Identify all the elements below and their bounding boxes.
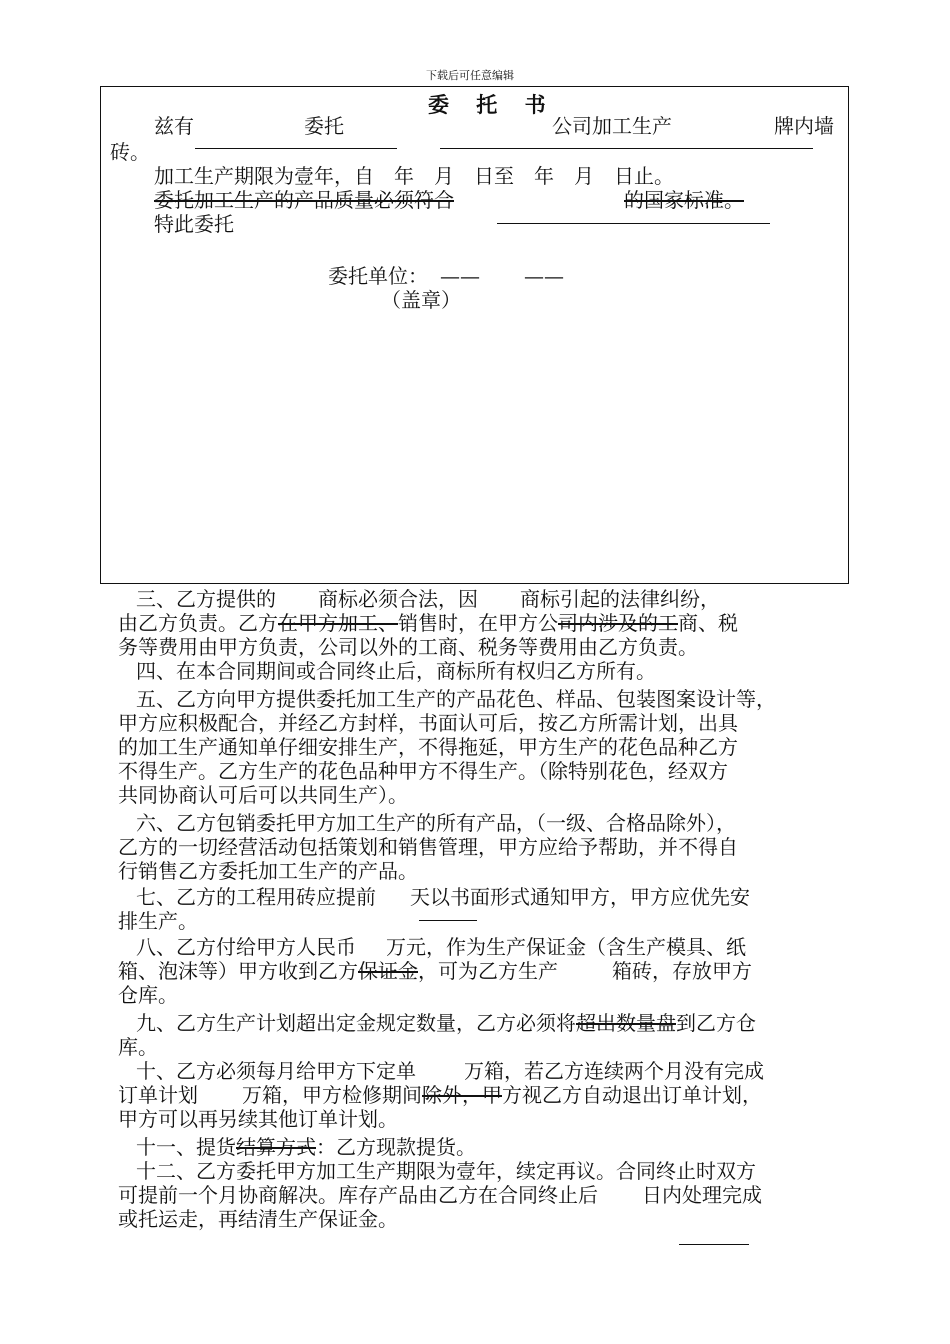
- clause-12-line-3: 或托运走，再结清生产保证金。: [118, 1207, 398, 1231]
- letter-line3: 加工生产期限为壹年，自 年 月 日至 年 月 日止。: [154, 164, 674, 188]
- letter-line1-d: 牌内墙: [774, 114, 834, 138]
- clause-5-line-1: 五、乙方向甲方提供委托加工生产的产品花色、样品、包装图案设计等，: [136, 687, 776, 711]
- clause-8-line-2: 箱、泡沫等）甲方收到乙方保证金，可为乙方生产 箱砖，存放甲方: [118, 959, 752, 983]
- clause-4: 四、在本合同期间或合同终止后，商标所有权归乙方所有。: [136, 659, 656, 683]
- header-note: 下载后可任意编辑: [426, 69, 514, 82]
- letter-line1-c: 公司加工生产: [552, 114, 672, 138]
- clause-6-line-1: 六、乙方包销委托甲方加工生产的所有产品，（一级、合格品除外），: [136, 811, 736, 835]
- clause-6-line-2: 乙方的一切经营活动包括策划和销售管理，甲方应给予帮助，并不得自: [118, 835, 738, 859]
- letter-title: 委 托 书: [428, 92, 556, 117]
- blank-underline-4: [419, 920, 477, 921]
- letter-line5: 特此委托: [154, 212, 234, 236]
- clause-10-line-3: 甲方可以再另续其他订单计划。: [118, 1107, 398, 1131]
- clause-3-line-3: 务等费用由甲方负责，公司以外的工商、税务等费用由乙方负责。: [118, 635, 698, 659]
- clause-5-line-2: 甲方应积极配合，并经乙方封样，书面认可后，按乙方所需计划，出具: [118, 711, 738, 735]
- signature-label: 委托单位：: [328, 264, 428, 288]
- clause-7-line-2: 排生产。: [118, 909, 198, 933]
- signature-dash-1: ——: [440, 264, 480, 288]
- clause-3-line-1: 三、乙方提供的 商标必须合法，因 商标引起的法律纠纷，: [136, 587, 720, 611]
- blank-underline-3: [497, 223, 770, 224]
- letter-line1-a: 兹有: [154, 114, 194, 138]
- clause-3-line-2: 由乙方负责。乙方在甲方加工、销售时，在甲方公司内涉及的工商、税: [118, 611, 738, 635]
- clause-10-line-2: 订单计划 万箱，甲方检修期间除外，甲方视乙方自动退出订单计划，: [118, 1083, 762, 1107]
- clause-12-line-1: 十二、乙方委托甲方加工生产期限为壹年，续定再议。合同终止时双方: [136, 1159, 756, 1183]
- clause-5-line-3: 的加工生产通知单仔细安排生产，不得拖延，甲方生产的花色品种乙方: [118, 735, 738, 759]
- signature-dash-2: ——: [524, 264, 564, 288]
- clause-9-line-2: 库。: [118, 1035, 158, 1059]
- clause-5-line-4: 不得生产。乙方生产的花色品种甲方不得生产。（除特别花色，经双方: [118, 759, 728, 783]
- letter-line4-b: 的国家标准。: [624, 188, 744, 212]
- clause-8-line-1: 八、乙方付给甲方人民币 万元，作为生产保证金（含生产模具、纸: [136, 935, 746, 959]
- clause-10-line-1: 十、乙方必须每月给甲方下定单 万箱，若乙方连续两个月没有完成: [136, 1059, 764, 1083]
- clause-8-line-3: 仓库。: [118, 983, 178, 1007]
- clause-6-line-3: 行销售乙方委托加工生产的产品。: [118, 859, 418, 883]
- clause-9-line-1: 九、乙方生产计划超出定金规定数量，乙方必须将超出数量盘到乙方仓: [136, 1011, 756, 1035]
- blank-underline-5: [679, 1244, 749, 1245]
- seal-note: （盖章）: [381, 288, 461, 312]
- letter-line2: 砖。: [110, 140, 150, 164]
- entrustment-letter-box: [100, 86, 849, 584]
- letter-line4-a: 委托加工生产的产品质量必须符合: [154, 188, 454, 212]
- clause-5-line-5: 共同协商认可后可以共同生产）。: [118, 783, 408, 807]
- blank-underline-1: [195, 148, 397, 149]
- clause-7-line-1: 七、乙方的工程用砖应提前 天以书面形式通知甲方，甲方应优先安: [136, 885, 750, 909]
- clause-11: 十一、提货结算方式：乙方现款提货。: [136, 1135, 476, 1159]
- letter-line1-b: 委托: [304, 114, 344, 138]
- clause-12-line-2: 可提前一个月协商解决。库存产品由乙方在合同终止后 日内处理完成: [118, 1183, 762, 1207]
- blank-underline-2: [440, 148, 813, 149]
